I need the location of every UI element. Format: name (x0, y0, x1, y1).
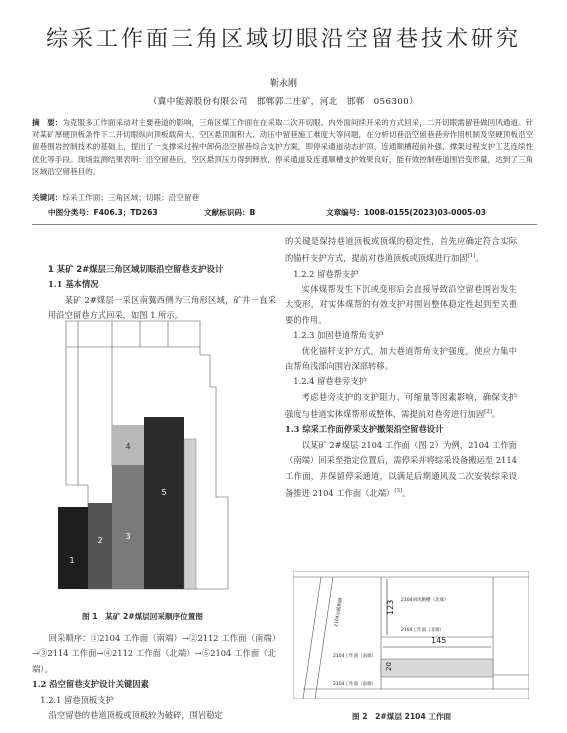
panel-5-2104-north (144, 417, 184, 589)
abstract (32, 117, 537, 178)
label-haulage-roadway: 2104运输顺槽 (334, 597, 345, 628)
section-heading-1-2: 1.2 沿空留巷支护设计关键因素 (32, 679, 149, 690)
figure-1-mining-sequence (48, 307, 248, 597)
panel-label-2: 2 (97, 536, 103, 545)
panel-label-4: 4 (125, 442, 131, 451)
keywords-text: 综采工作面；三角区域；切眼；沿空留巷 (62, 193, 200, 202)
affiliation: （冀中能源股份有限公司 邯郸郭二庄矿，河北 邯郸 056300） (148, 97, 419, 107)
section-heading-1-2-1: 1.2.1 留巷顶板支护 (40, 694, 114, 705)
panel-label-5: 5 (161, 488, 167, 497)
document-code: 文献标识码：B (204, 208, 256, 217)
divider (32, 224, 537, 225)
label-south-face-a: 2104工作面（南端） (333, 654, 376, 659)
clc-number: 中图分类号：F406.3；TD263 (48, 208, 158, 217)
label-north-face: 2104工作面（北端） (401, 628, 444, 633)
paragraph: 实体煤帮发生下沉或变形后会直接导致沿空留巷围岩发生大变形，对实体煤帮的有效支护对围岩整体稳定性起到至关重要的作用。 (285, 283, 517, 325)
article-number: 文章编号：1008-0155(2023)03-0005-03 (326, 208, 487, 217)
section-heading-1-1: 1.1 基本情况 (48, 279, 99, 290)
label-return-airway: 2104回风顺槽（北端） (401, 598, 449, 603)
paragraph: 回采顺序：①2104 工作面（南端）→②2112 工作面（南端）→③2114 工作面→④2112 工作面（北端）→⑤2104 工作面（北端）。 (32, 633, 276, 674)
dim-label-small: 20 (385, 662, 393, 671)
paragraph: 以某矿 2#煤层 2104 工作面（图 2）为例，2104 工作面（南端）回采至指定位置后，需停采并将综采设备搬运至 2114 工作面，并保留停采通道，以满足后期通风及二次安装综采设备推进 2104 工作面（北端）[3]。 (285, 439, 517, 498)
figure-2-caption: 图 2 2#煤层 2104 工作面 (352, 712, 452, 721)
paragraph: 优化锚杆支护方式，加大巷道帮角支护强度，使应力集中由帮角浅部向围岩深部转移。 (285, 345, 517, 372)
paragraph: 的关键是保持巷道顶板或顶煤的稳定性，首先应确定符合实际的锚杆支护方式，提前对巷道顶板或顶煤进行加固[1]。 (285, 236, 517, 264)
panel-1-2104-south (58, 507, 88, 589)
panel-3-2114 (112, 457, 144, 589)
author: 靳永刚 (269, 79, 297, 89)
keywords-label: 关键词： (32, 193, 63, 202)
section-heading-1-3: 1.3 综采工作面停采支护撤架沿空留巷设计 (285, 424, 444, 435)
dim-label-vertical: 123 (386, 599, 395, 615)
paper-title: 综采工作面三角区域切眼沿空留巷技术研究 (45, 27, 521, 52)
panel-2-2112-south (88, 503, 112, 589)
paragraph: 考虑巷旁支护的支护阻力、可缩量等因素影响，确保支护强度与巷道实体煤帮形成整体，需提前对巷旁进行加固[2]。 (285, 391, 517, 419)
dim-label-horizontal: 145 (431, 636, 447, 645)
section-heading-1-2-4: 1.2.4 留巷巷旁支护 (293, 376, 367, 387)
paragraph: 某矿 2#煤层一采区南翼西侧为三角形区域，矿井一直采用沿空留巷方式回采，如图 1 所示。 (48, 294, 276, 321)
figure-1-caption: 图 1 某矿 2#煤层回采顺序位置图 (82, 612, 203, 621)
figure-2-panel-2104 (293, 571, 529, 699)
right-column (285, 234, 517, 501)
panel-label-3: 3 (125, 532, 131, 541)
paragraph: 沿空留巷的巷道顶板或顶板较为破碎，围岩稳定 (48, 710, 223, 721)
abstract-text: 为克服多工作面采动对主要巷道的影响，三角区煤工作面在在采取二次开切眼、内外面间续开采的方式回采，二开切眼需留巷做回风通道。针对某矿厚硬顶板条件下二开切眼纵向顶板载荷大、空区悬顶面积大、动压中留巷施工难度大等问题，在分析切巷沿空留巷巷旁作用机制及坚硬顶板沿空留巷围岩控制技术的基础上，提出了一支撑采过程中卸荷沿空留巷综合支护方案，即停采通道动态护顶、连通顺槽超前补强、撑架过程支护工艺连续性优化等手段。现场监测结果表明：沿空留巷后，空区悬顶压力得到释放，停采通道及连通顺槽支护效果良好，能有效控制巷道围岩变形量，达到了三角区域沿空留巷目的。 (32, 118, 534, 176)
section-heading-1-2-3: 1.2.3 加固巷道帮角支护 (293, 330, 384, 341)
panel-label-1: 1 (69, 556, 75, 565)
section-heading-1-2-2: 1.2.2 留巷帮支护 (293, 268, 359, 279)
label-south-face-b: 2104工作面（南端） (333, 682, 376, 687)
keywords (32, 192, 199, 203)
left-column-bottom (32, 631, 276, 723)
abstract-label: 摘 要： (32, 118, 63, 127)
section-heading-1: 1 某矿 2#煤层三角区域切眼沿空留巷支护设计 (48, 264, 224, 274)
